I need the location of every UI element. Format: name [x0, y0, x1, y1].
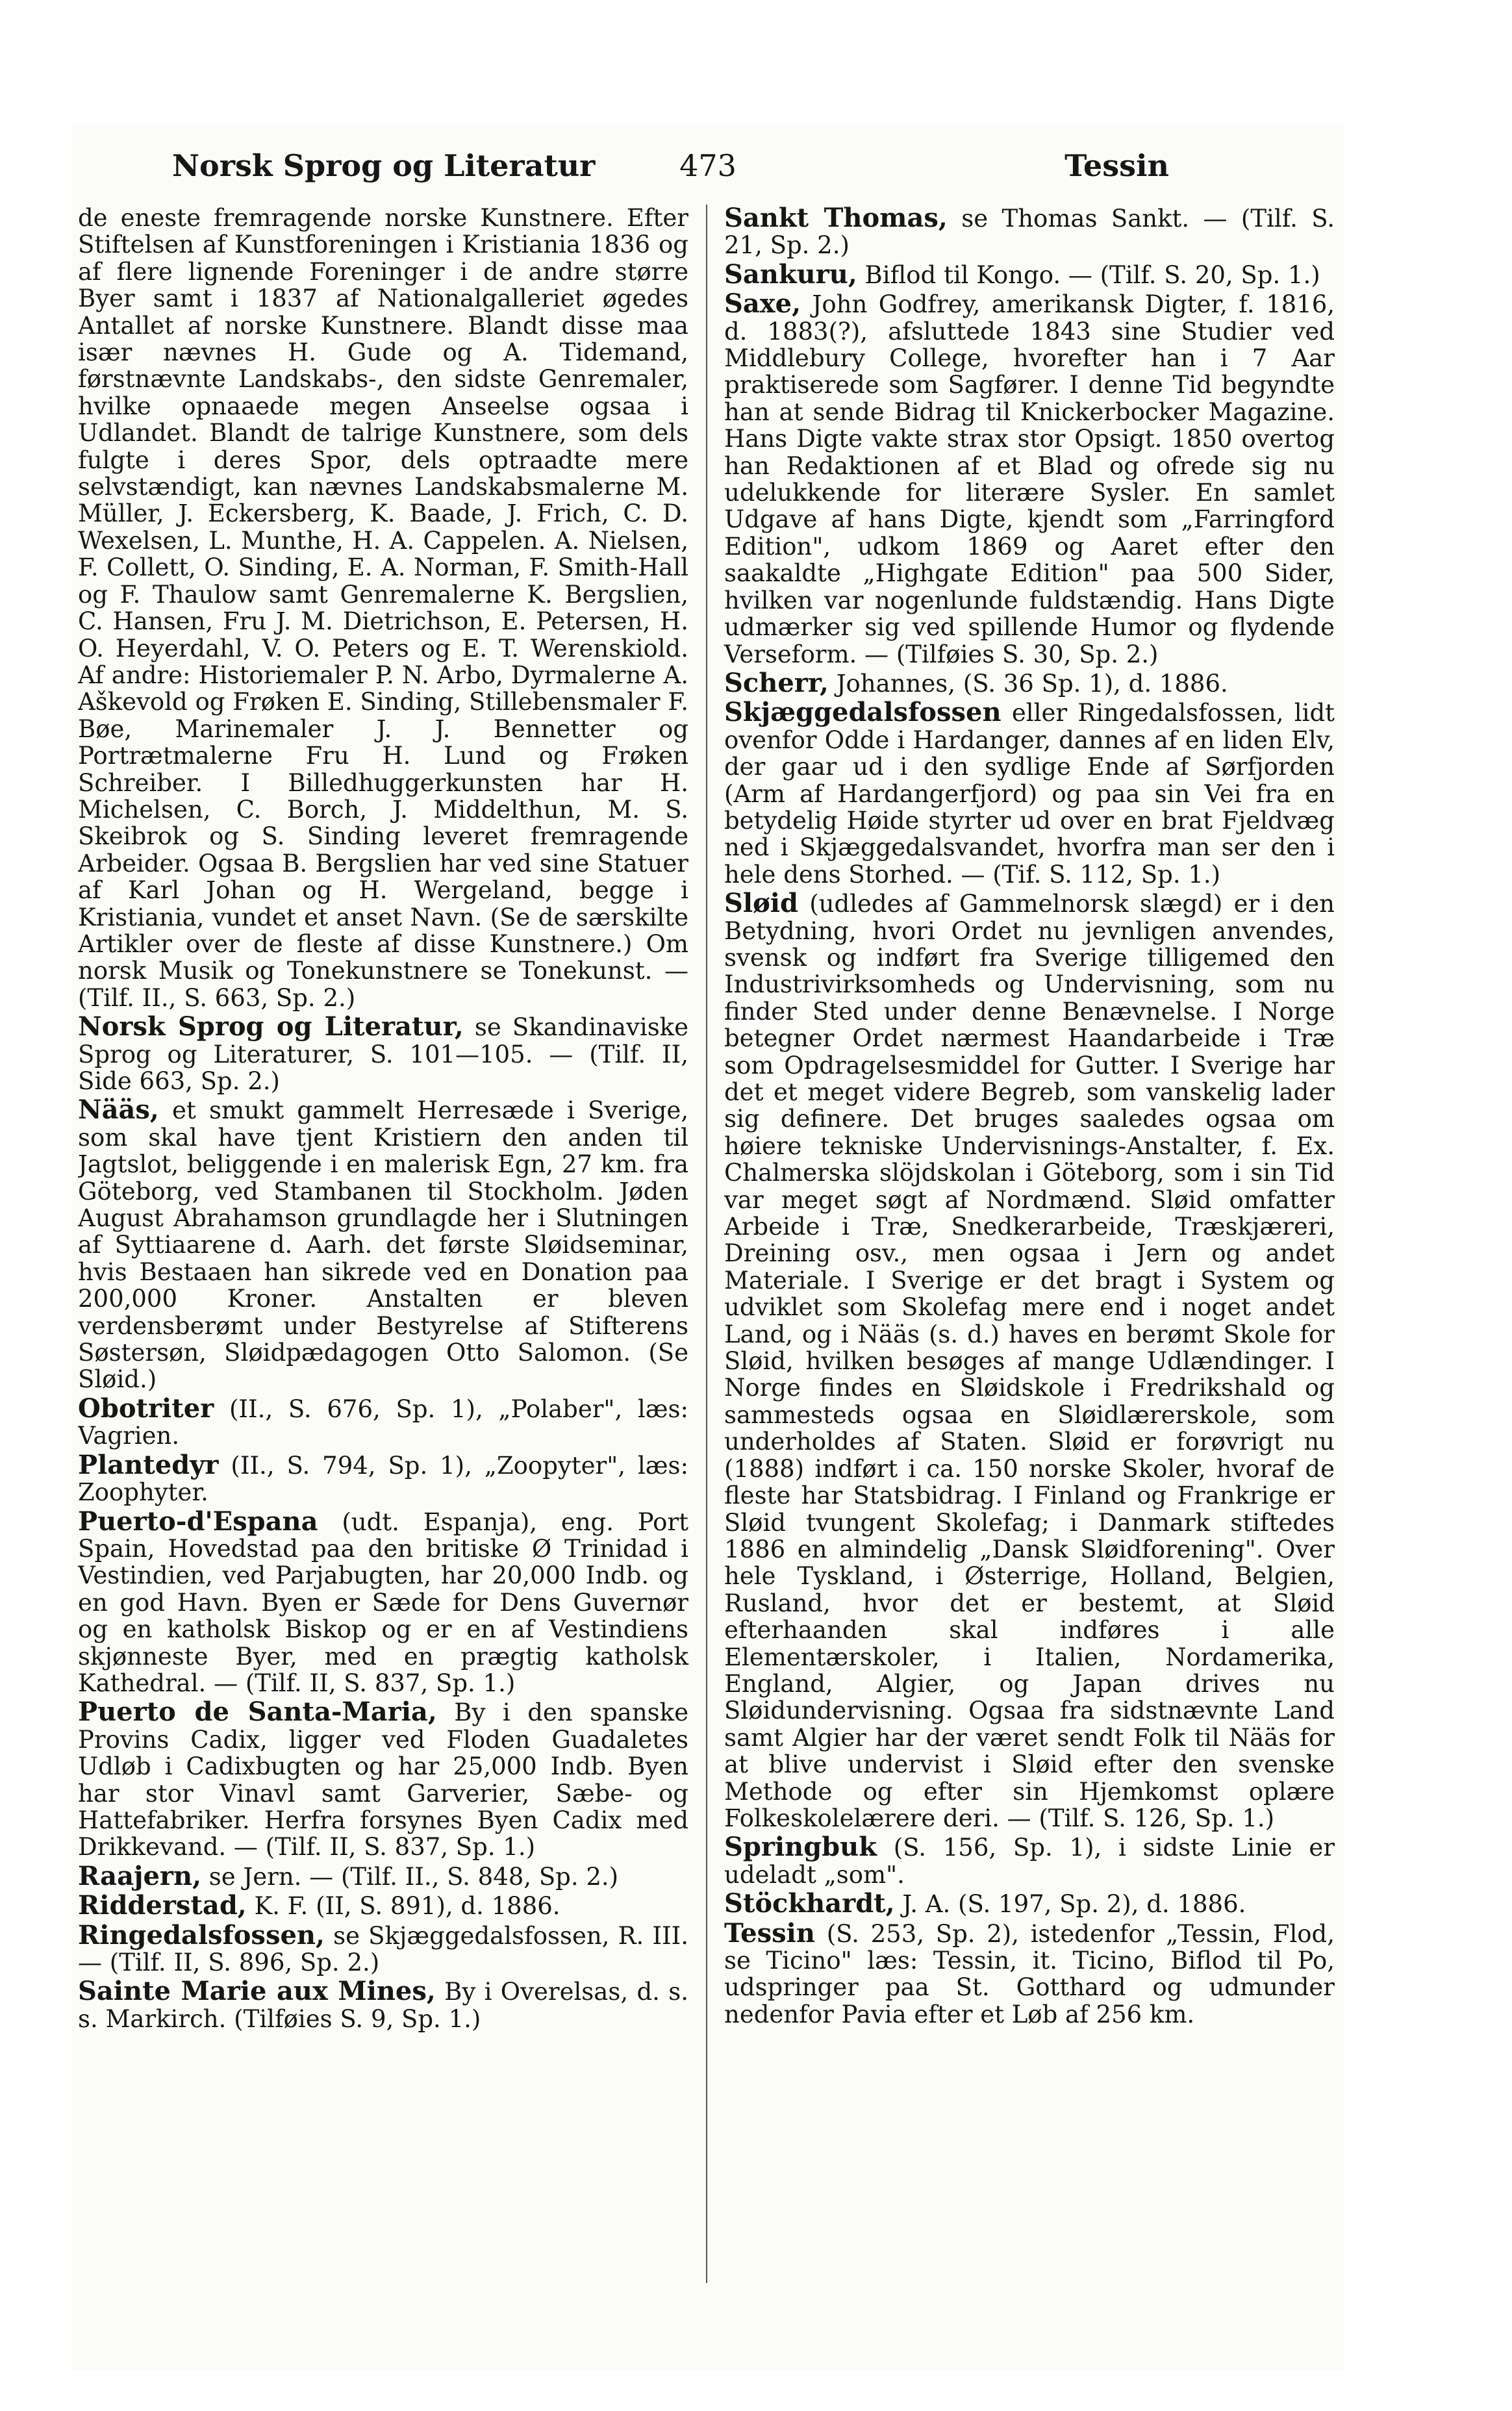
headword: Puerto de Santa-Maria,	[78, 1697, 437, 1728]
entry-text: (II., S. 794, Sp. 1), „Zoopyter", læs: Zoophyter.	[78, 1451, 688, 1507]
entry	[724, 1834, 1335, 1888]
entry-text: By i Overelsas, d. s. s. Markirch. (Tilføies S. 9, Sp. 1.)	[78, 1978, 688, 2033]
headword: Raajern,	[78, 1860, 201, 1891]
headword: Stöckhardt,	[724, 1888, 895, 1919]
entry	[78, 1978, 688, 2032]
headword: Sankt Thomas,	[724, 205, 948, 233]
headword: Nääs,	[78, 1094, 159, 1126]
running-head-left: Norsk Sprog og Literatur	[172, 148, 596, 183]
entry-text: se Skandinaviske Sprog og Literaturer, S. 101—105. — (Tilf. II, Side 663, Sp. 2.)	[78, 1013, 688, 1095]
entry-text: (udledes af Gammelnorsk slægd) er i den Betydning, hvori Ordet nu jevnligen anvendes, svensk og indført fra Sverige tilligemed den Industrivirksomheds og Undervisning, som nu finder Sted under denne Benævnelse. I Norge betegner Ordet nærmest Haandarbeide i Træ som Opdragelsesmiddel for Gutter. I Sverige har det et meget videre Begreb, som vanskelig lader sig definere. Det bruges saaledes ogsaa om høiere tekniske Undervisnings-Anstalter, f. Ex. Chalmerska slöjdskolan i Göteborg, som i sin Tid var meget søgt af Nordmænd. Sløid omfatter Arbeide i Træ, Snedkerarbeide, Træskjæreri, Dreining osv., men ogsaa i Jern og andet Materiale. I Sverige er det bragt i System og udviklet som Skolefag mere end i noget andet Land, og i Nääs (s. d.) haves en berømt Skole for Sløid, hvilken besøges af mange Udlændinger. I Norge findes en Sløidskole i Fredrikshald og sammesteds ogsaa en Sløidlærerskole, som underholdes af Staten. Sløid er forøvrigt nu (1888) indført i ca. 150 norske Skoler, hvoraf de fleste har Statsbidrag. I Finland og Frankrige er Sløid tvungent Skolefag; i Danmark stiftedes 1886 en almindelig „Dansk Sløidforening". Over hele Tyskland, i Østerrige, Holland, Belgien, Rusland, hvor det er bestemt, at Sløid efterhaanden skal indføres i alle Elementærskoler, i Italien, Nordamerika, England, Algier, og Japan drives nu Sløidundervisning. Ogsaa fra sidstnævnte Land samt Algier har der været sendt Folk til Nääs for at blive undervist i Sløid efter den svenske Methode og efter sin Hjemkomst oplære Folkeskolelærere deri. — (Tilf. S. 126, Sp. 1.)	[724, 890, 1335, 1832]
headword: Norsk Sprog og Literatur,	[78, 1011, 464, 1042]
entry-text: se Thomas Sankt. — (Tilf. S. 21, Sp. 2.)	[724, 205, 1335, 260]
entry-text: et smukt gammelt Herresæde i Sverige, som skal have tjent Kristiern den anden til Jagtslot, beliggende i en malerisk Egn, 27 km. fra Göteborg, ved Stambanen til Stockholm. Jøden August Abrahamson grundlagde her i Slutningen af Syttiaarene d. Aarh. det første Sløidseminar, hvis Bestaaen han sikrede ved en Donation paa 200,000 Kroner. Anstalten er bleven verdensberømt under Bestyrelse af Stifterens Søstersøn, Sløidpædagogen Otto Salomon. (Se Sløid.)	[78, 1096, 689, 1394]
entry	[724, 290, 1335, 668]
entry-text: se Jern. — (Tilf. II., S. 848, Sp. 2.)	[208, 1862, 619, 1891]
headword: Tessin	[724, 1917, 815, 1949]
entry	[78, 1096, 688, 1393]
headword: Sankuru,	[724, 259, 857, 290]
entry-text: (S. 156, Sp. 1), i sidste Linie er udeladt „som".	[724, 1834, 1335, 1889]
entry	[724, 261, 1335, 288]
headword: Skjæggedalsfossen	[724, 697, 1002, 728]
page-header	[71, 136, 1344, 195]
left-column	[78, 205, 695, 2361]
entry-text: se Skjæggedalsfossen, R. III. — (Tilf. II, S. 896, Sp. 2.)	[78, 1921, 688, 1976]
page-number: 473	[679, 148, 737, 183]
entry-text: (II., S. 676, Sp. 1), „Polaber", læs: Vagrien.	[78, 1395, 688, 1450]
entry	[78, 1892, 688, 1919]
entry	[724, 1890, 1335, 1917]
headword: Springbuk	[724, 1832, 877, 1863]
headword: Saxe,	[724, 288, 801, 320]
entry	[78, 1919, 688, 1976]
entry	[78, 1013, 688, 1094]
headword: Ringedalsfossen,	[78, 1919, 325, 1950]
entry	[78, 1449, 688, 1507]
headword: Ridderstad,	[78, 1890, 247, 1921]
right-column	[718, 205, 1335, 2361]
continuation-text: de eneste fremragende norske Kunstnere. Efter Stiftelsen af Kunstforeningen i Kristiania 1836 og af flere lignende Foreninger i de andre større Byer samt i 1837 af Nationalgalleriet øgedes Antallet af norske Kunstnere. Blandt disse maa især nævnes H. Gude og A. Tidemand, førstnævnte Landskabs-, den sidste Genremaler, hvilke opnaaede megen Anseelse ogsaa i Udlandet. Blandt de talrige Kunstnere, som dels fulgte i deres Spor, dels optraadte mere selvstændigt, kan nævnes Landskabsmalerne M. Müller, J. Eckersberg, K. Baade, J. Frich, C. D. Wexelsen, L. Munthe, H. A. Cappelen. A. Nielsen, F. Collett, O. Sinding, E. A. Norman, F. Smith-Hall og F. Thaulow samt Genremalerne K. Bergslien, C. Hansen, Fru J. M. Dietrichson, E. Petersen, H. O. Heyerdahl, V. O. Peters og E. T. Werenskiold. Af andre: Historiemaler P. N. Arbo, Dyrmalerne A. Aškevold og Frøken E. Sinding, Stillebensmaler F. Bøe, Marinemaler J. J. Bennetter og Portrætmalerne Fru H. Lund og Frøken Schreiber. I Billedhuggerkunsten har H. Michelsen, C. Borch, J. Middelthun, M. S. Skeibrok og S. Sinding leveret fremragende Arbeider. Ogsaa B. Bergslien har ved sine Statuer af Karl Johan og H. Wergeland, begge i Kristiania, vundet et anset Navn. (Se de særskilte Artikler over de fleste af disse Kunstnere.) Om norsk Musik og Tonekunstnere se Tonekunst. — (Tilf. II., S. 663, Sp. 2.)	[78, 205, 688, 1012]
entry-text: By i den spanske Provins Cadix, ligger ved Floden Guadaletes Udløb i Cadixbugten og har 25,000 Indb. Byen har stor Vinavl samt Garverier, Sæbe- og Hattefabriker. Herfra forsynes Byen Cadix med Drikkevand. — (Tilf. II, S. 837, Sp. 1.)	[78, 1698, 688, 1862]
entry	[724, 205, 1335, 259]
entry	[724, 890, 1335, 1832]
running-head-right: Tessin	[1065, 148, 1169, 183]
entry-text: K. F. (II, S. 891), d. 1886.	[254, 1892, 561, 1921]
entry	[78, 1508, 688, 1697]
entry-text: (udt. Espanja), eng. Port Spain, Hovedstad paa den britiske Ø Trinidad i Vestindien, ved Parjabugten, har 20,000 Indb. og en god Havn. Byen er Sæde for Dens Guvernør og en katholsk Biskop og er en af Vestindiens skjønneste Byer, med en prægtig katholsk Kathedral. — (Tilf. II, S. 837, Sp. 1.)	[78, 1508, 689, 1697]
entry-text: J. A. (S. 197, Sp. 2), d. 1886.	[902, 1890, 1246, 1919]
dictionary-page	[71, 123, 1344, 2371]
entry-text: (S. 253, Sp. 2), istedenfor „Tessin, Flod, se Ticino" læs: Tessin, it. Ticino, Biflod til Po, udspringer paa St. Gotthard og udmunder nedenfor Pavia efter et Løb af 256 km.	[724, 1919, 1335, 2028]
column-divider	[706, 205, 707, 2283]
headword: Sløid	[724, 888, 798, 919]
headword: Sainte Marie aux Mines,	[78, 1976, 436, 2007]
entry	[724, 699, 1335, 888]
headword: Obotriter	[78, 1393, 214, 1424]
entry	[78, 1860, 688, 1891]
entry-text: eller Ringedalsfossen, lidt ovenfor Odde i Hardanger, dannes af en liden Elv, der gaar ud i den sydlige Ende af Sørfjorden (Arm af Hardangerfjord) og paa sin Vei fra en betydelig Høide styrter ud over en brat Fjeldvæg ned i Skjæggedalsvandet, hvorfra man ser den i hele dens Storhed. — (Tif. S. 112, Sp. 1.)	[724, 699, 1335, 889]
entry-text: Biflod til Kongo. — (Tilf. S. 20, Sp. 1.)	[864, 260, 1320, 289]
entry	[78, 1395, 688, 1450]
entry-text: Johannes, (S. 36 Sp. 1), d. 1886.	[836, 669, 1228, 698]
two-column-body	[71, 205, 1344, 2361]
entry	[724, 667, 1335, 698]
headword: Plantedyr	[78, 1449, 219, 1480]
entry	[724, 1917, 1335, 2028]
headword: Scherr,	[724, 667, 829, 698]
entry	[78, 1698, 688, 1860]
headword: Puerto-d'Espana	[78, 1506, 318, 1537]
entry-text: John Godfrey, amerikansk Digter, f. 1816, d. 1883(?), afsluttede 1843 sine Studier ved Middlebury College, hvorefter han i 7 Aar praktiserede som Sagfører. I denne Tid begyndte han at sende Bidrag til Knickerbocker Magazine. Hans Digte vakte strax stor Opsigt. 1850 overtog han Redaktionen af et Blad og ofrede sig nu udelukkende for literære Sysler. En samlet Udgave af hans Digte, kjendt som „Farringford Edition", udkom 1869 og Aaret efter den saakaldte „Highgate Edition" paa 500 Sider, hvilken var nogenlunde fuldstændig. Hans Digte udmærker sig ved spillende Humor og flydende Verseform. — (Tilføies S. 30, Sp. 2.)	[724, 290, 1335, 668]
